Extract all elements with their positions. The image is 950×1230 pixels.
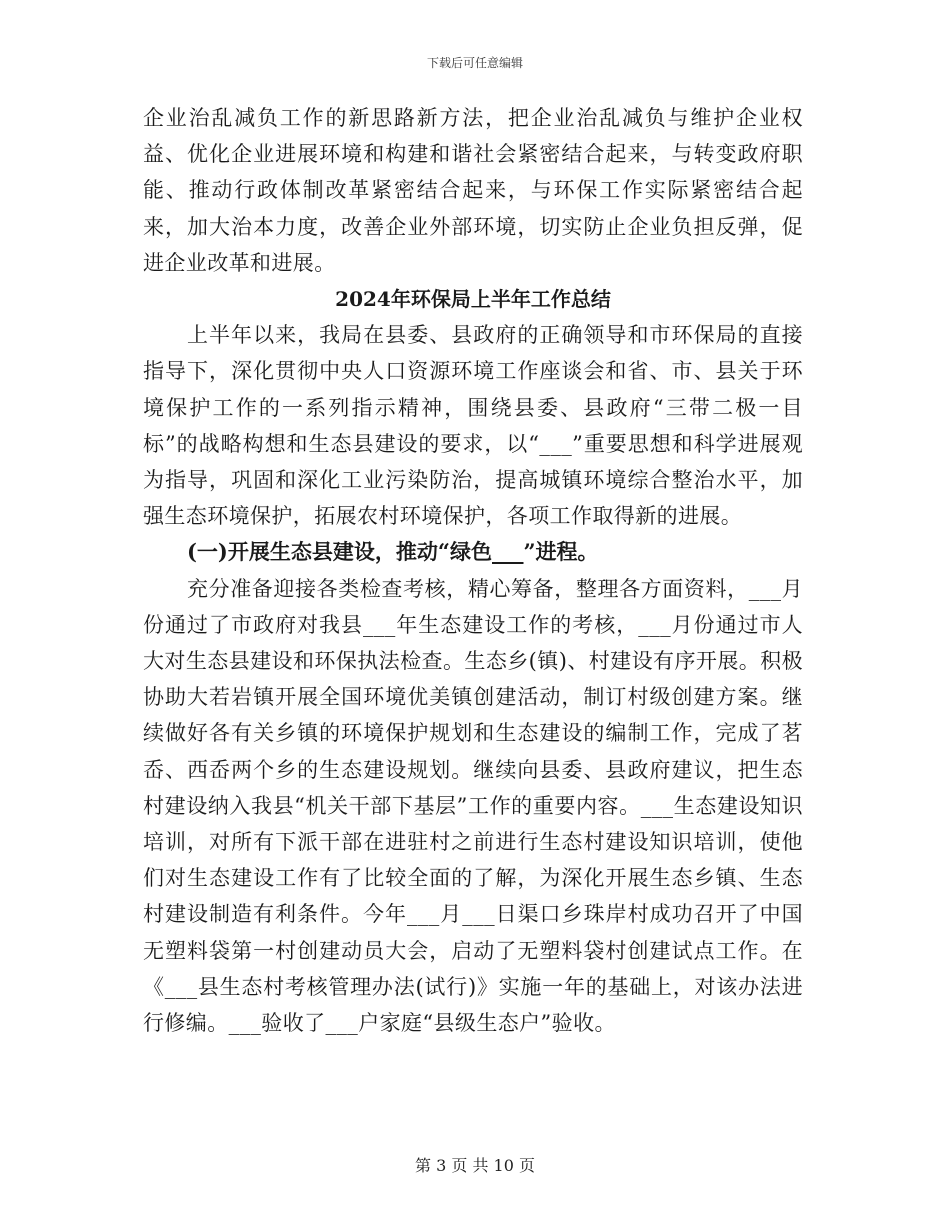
paragraph-1: 上半年以来，我局在县委、县政府的正确领导和市环保局的直接指导下，深化贯彻中央人口资源环境工作座谈会和省、市、县关于环境保护工作的一系列指示精神，围绕县委、县政府“三带二极一目标”的战略构想和生态县建设的要求，以“___”重要思想和科学进展观为指导，巩固和深化工业污染防治，提高城镇环境综合整治水平，加强生态环境保护，拓展农村环境保护，各项工作取得新的进展。 [143, 323, 803, 529]
document-body [143, 100, 803, 1041]
page-number: 第 3 页 共 10 页 [415, 1156, 535, 1175]
intro-paragraph: 企业治乱减负工作的新思路新方法，把企业治乱减负与维护企业权益、优化企业进展环境和构建和谐社会紧密结合起来，与转变政府职能、推动行政体制改革紧密结合起来，与环保工作实际紧密结合起来，加大治本力度，改善企业外部环境，切实防止企业负担反弹，促进企业改革和进展。 [143, 106, 803, 275]
subheading-1: (一)开展生态县建设，推动“绿色___”进程。 [187, 539, 599, 565]
paragraph-2: 充分准备迎接各类检查考核，精心筹备，整理各方面资料，___月份通过了市政府对我县___年生态建设工作的考核，___月份通过市人大对生态县建设和环保执法检查。生态乡(镇)、村建设有序开展。积极协助大若岩镇开展全国环境优美镇创建活动，制订村级创建方案。继续做好各有关乡镇的环境保护规划和生态建设的编制工作，完成了茗岙、西岙两个乡的生态建设规划。继续向县委、县政府建议，把生态村建设纳入我县“机关干部下基层”工作的重要内容。___生态建设知识培训，对所有下派干部在进驻村之前进行生态村建设知识培训，使他们对生态建设工作有了比较全面的了解，为深化开展生态乡镇、生态村建设制造有利条件。今年___月___日渠口乡珠岸村成功召开了中国无塑料袋第一村创建动员大会，启动了无塑料袋村创建试点工作。在《___县生态村考核管理办法(试行)》实施一年的基础上，对该办法进行修编。___验收了___户家庭“县级生态户”验收。 [143, 576, 803, 1036]
header-note: 下载后可任意编辑 [426, 56, 523, 70]
section-title: 2024年环保局上半年工作总结 [335, 287, 611, 312]
